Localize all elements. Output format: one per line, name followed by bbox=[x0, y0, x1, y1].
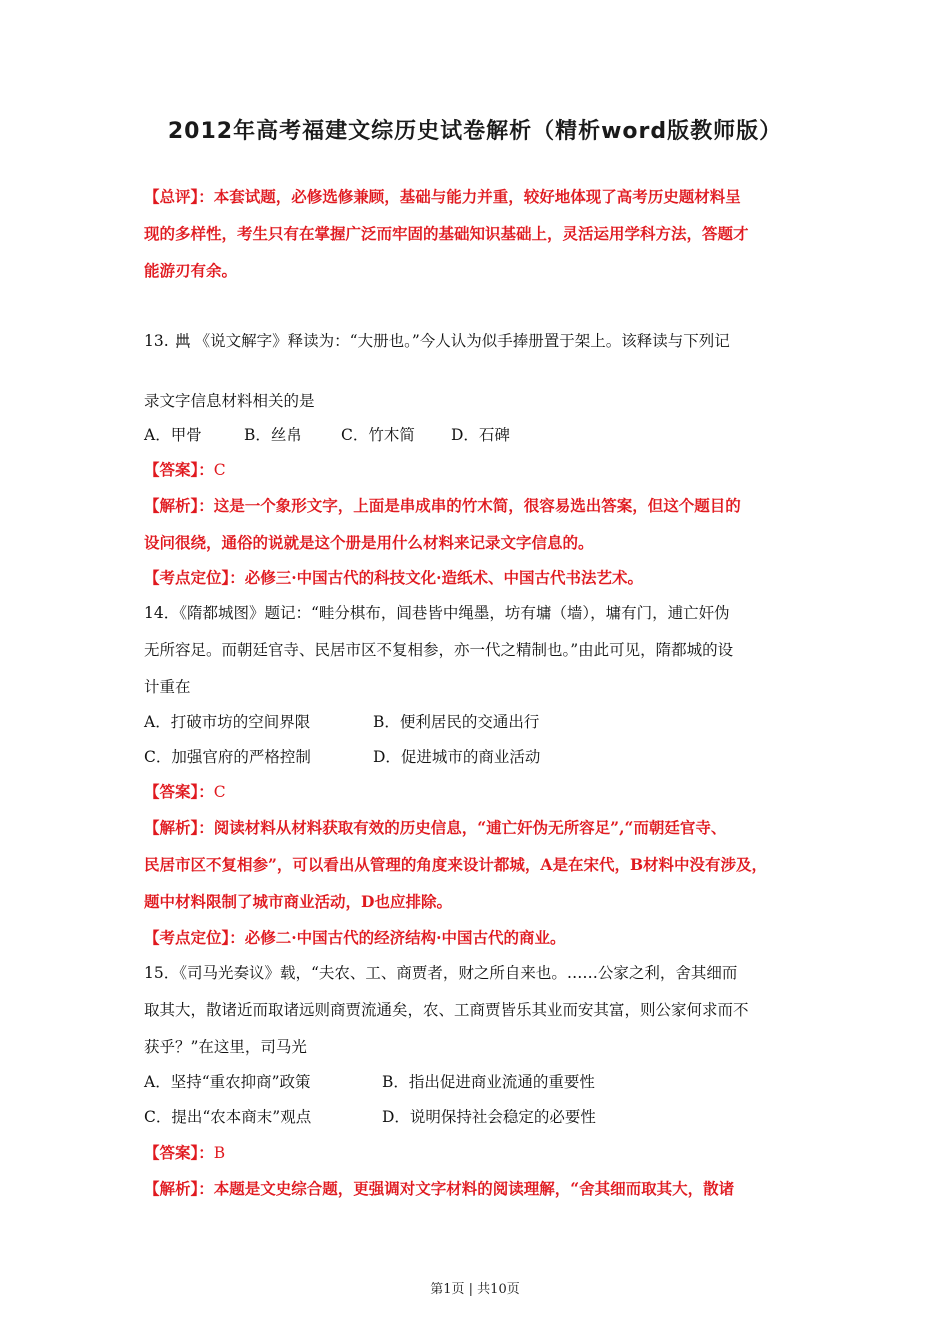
page-title: 2012年高考福建文综历史试卷解析（精析word版教师版） bbox=[167, 119, 783, 144]
q15-option-b[interactable]: B．指出促进商业流通的重要性 bbox=[382, 1073, 595, 1091]
q15-option-d[interactable]: D．说明保持社会稳定的必要性 bbox=[382, 1108, 596, 1126]
q13-option-a[interactable]: A．甲骨 bbox=[144, 426, 202, 444]
q15-analysis-label: 【解析】： bbox=[144, 1179, 214, 1198]
q14-option-c[interactable]: C．加强官府的严格控制 bbox=[144, 748, 311, 766]
q13-answer-value: C bbox=[213, 461, 226, 479]
q13-point: 【考点定位】：必修三·中国古代的科技文化·造纸术、中国古代书法艺术。 bbox=[144, 568, 644, 587]
q13-options bbox=[144, 424, 510, 446]
q15-stem-line-3: 获乎？”在这里，司马光 bbox=[144, 1038, 307, 1056]
q15-stem-line-1: 15．《司马光奏议》载，“夫农、工、商贾者，财之所自来也。……公家之利，舍其细而 bbox=[144, 964, 738, 982]
q14-answer-value: C bbox=[213, 783, 226, 801]
summary-label: 【总评】： bbox=[144, 187, 214, 206]
q13-answer-label: 【答案】： bbox=[144, 460, 214, 479]
q14-answer-label: 【答案】： bbox=[144, 782, 214, 801]
q15-answer bbox=[144, 1142, 824, 1164]
q13-stem-line-2: 录文字信息材料相关的是 bbox=[144, 392, 315, 410]
q15-answer-label: 【答案】： bbox=[144, 1143, 214, 1162]
q15-analysis-line-1: 【解析】：本题是文史综合题，更强调对文字材料的阅读理解，“舍其细而取其大，散诸 bbox=[144, 1179, 735, 1198]
q13-stem-line-1: 13. 《说文解字》释读为：“大册也。”今人认为似手捧册置于架上。该释读与下列记 bbox=[144, 332, 730, 350]
q14-option-a[interactable]: A．打破市坊的空间界限 bbox=[144, 713, 311, 731]
q13-analysis-label: 【解析】： bbox=[144, 496, 214, 515]
q13-option-b[interactable]: B．丝帛 bbox=[244, 426, 302, 444]
q13-point-label: 【考点定位】： bbox=[144, 568, 245, 587]
q15-options-row-2 bbox=[144, 1106, 596, 1128]
page-footer: 第1页 | 共10页 bbox=[430, 1282, 520, 1297]
q13-number: 13. bbox=[144, 332, 169, 350]
q14-answer bbox=[144, 781, 824, 803]
q14-stem-line-1: 14．《隋都城图》题记：“畦分棋布，闾巷皆中绳墨，坊有墉（墙），墉有门，逋亡奸伪 bbox=[144, 604, 730, 622]
q14-options-row-1 bbox=[144, 711, 539, 733]
q14-option-d[interactable]: D．促进城市的商业活动 bbox=[373, 748, 541, 766]
q15-option-a[interactable]: A．坚持“重农抑商”政策 bbox=[144, 1073, 311, 1091]
summary-line-1: 【总评】：本套试题，必修选修兼顾，基础与能力并重，较好地体现了高考历史题材料呈 bbox=[144, 187, 741, 206]
q14-analysis-line-2: 民居市区不复相参”，可以看出从管理的角度来设计都城，A是在宋代，B材料中没有涉及， bbox=[144, 855, 768, 874]
q14-options-row-2 bbox=[144, 746, 540, 768]
summary-line-3: 能游刃有余。 bbox=[144, 261, 238, 280]
q13-option-d[interactable]: D．石碑 bbox=[451, 426, 510, 444]
q14-point: 【考点定位】：必修二·中国古代的经济结构·中国古代的商业。 bbox=[144, 928, 566, 947]
q14-point-label: 【考点定位】： bbox=[144, 928, 245, 947]
q14-stem-line-2: 无所容足。而朝廷官寺、民居市区不复相参，亦一代之精制也。”由此可见，隋都城的设 bbox=[144, 641, 734, 659]
q15-options-row-1 bbox=[144, 1071, 595, 1093]
ce-character-icon bbox=[175, 331, 191, 349]
q15-option-c[interactable]: C．提出“农本商末”观点 bbox=[144, 1108, 312, 1126]
q15-stem-line-2: 取其大，散诸近而取诸远则商贾流通矣，农、工商贾皆乐其业而安其富，则公家何求而不 bbox=[144, 1001, 749, 1019]
q13-answer bbox=[144, 459, 824, 481]
q14-analysis-label: 【解析】： bbox=[144, 818, 214, 837]
q14-analysis-line-3: 题中材料限制了城市商业活动，D也应排除。 bbox=[144, 892, 452, 911]
q14-stem-line-3: 计重在 bbox=[144, 678, 191, 696]
q14-analysis-line-1: 【解析】：阅读材料从材料获取有效的历史信息，“逋亡奸伪无所容足”,“而朝廷官寺、 bbox=[144, 818, 727, 837]
q13-analysis-line-2: 设问很绕，通俗的说就是这个册是用什么材料来记录文字信息的。 bbox=[144, 533, 594, 552]
q15-answer-value: B bbox=[213, 1144, 226, 1162]
q13-option-c[interactable]: C．竹木简 bbox=[341, 426, 415, 444]
summary-line-2: 现的多样性，考生只有在掌握广泛而牢固的基础知识基础上，灵活运用学科方法，答题才 bbox=[144, 224, 749, 243]
q14-option-b[interactable]: B．便利居民的交通出行 bbox=[373, 713, 540, 731]
q13-analysis-line-1: 【解析】：这是一个象形文字，上面是串成串的竹木简，很容易选出答案，但这个题目的 bbox=[144, 496, 741, 515]
